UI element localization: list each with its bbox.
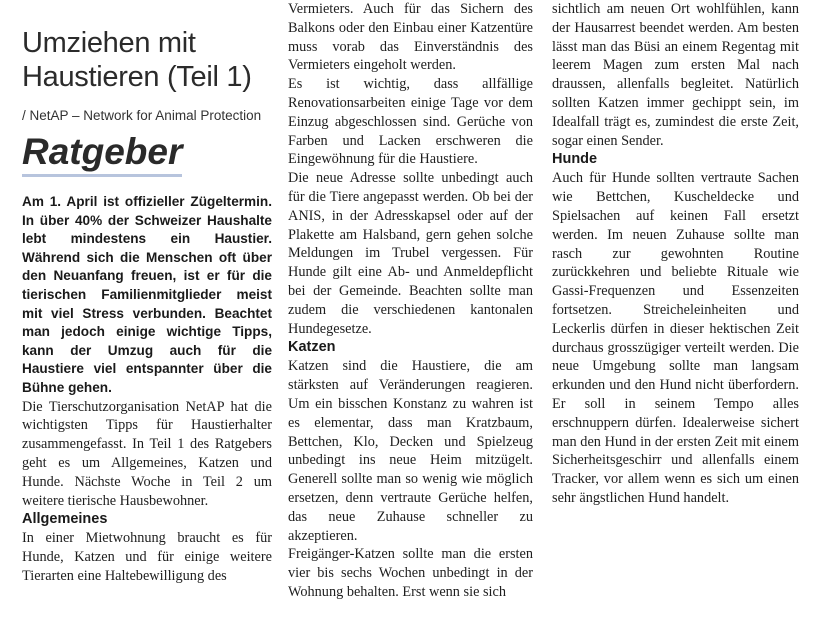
article-title-line-2: Haustieren (Teil 1)	[22, 61, 252, 93]
article-source: / NetAP – Network for Animal Protection	[22, 108, 262, 123]
article-title	[22, 26, 272, 94]
allgemeines-paragraph-3: Die neue Adresse sollte unbedingt auch für die Tiere angepasst werden. Ob bei der ANIS, in der Adresskapsel oder auf der Plakette am Halsband, gern gehen solche Meldungen im Trubel vergessen. Für Hunde gilt eine Ab- und Anmeldepflicht bei der Gemeinde. Beachten sollte man zudem die verschiedenen kantonalen Hundegesetze.	[288, 170, 533, 337]
column-2	[288, 0, 533, 602]
section-heading-katzen: Katzen	[288, 339, 336, 356]
column-3	[552, 0, 799, 508]
allgemeines-paragraph-1-continued: Vermieters. Auch für das Sichern des Balkons oder den Einbau einer Katzentüre muss vorab das Einverständnis des Vermieters eingeholt werden.	[288, 1, 533, 74]
allgemeines-paragraph-1: In einer Mietwohnung braucht es für Hunde, Katzen und für einige weitere Tierarten eine Haltebewilligung des	[22, 530, 272, 584]
intro-paragraph: Die Tierschutzorganisation NetAP hat die wichtigsten Tipps für Haustierhalter zusammengefasst. In Teil 1 des Ratgebers geht es um Allgemeines, Katzen und Hunde. Nächste Woche in Teil 2 um weitere tierische Hausbewohner.	[22, 398, 272, 509]
section-heading-hunde: Hunde	[552, 151, 598, 168]
rubric-heading: Ratgeber	[22, 132, 182, 177]
hunde-paragraph-1: Auch für Hunde sollten vertraute Sachen wie Bettchen, Kuscheldecke und Spielsachen auf keinen Fall ersetzt werden. Im neuen Zuhause sollte man rasch zur gewohnten Routine zurückkehren und beliebte Rituale wie Gassi-Frequenzen und Essenzeiten fortsetzen. Streicheleinheiten und Leckerlis dürfen in dieser hektischen Zeit durchaus grosszügiger verteilt werden. Die neue Umgebung sollte man langsam erkunden und den Hund nicht überfordern. Er soll in seinem Tempo alles erschnuppern dürfen. Idealerweise sichert man den Hund in der ersten Zeit mit einem Sicherheitsgeschirr und allenfalls einem Tracker, vor allem wenn es sich um einen sehr ängstlichen Hund handelt.	[552, 170, 799, 506]
katzen-paragraph-1: Katzen sind die Haustiere, die am stärksten auf Veränderungen reagieren. Um ein bisschen Konstanz zu wahren ist es elementar, dass man Kratzbaum, Bettchen, Klo, Decken und Spielzeug unbedingt ins neue Heim mitzügelt. Generell sollte man so wenig wie möglich ersetzen, denn vertraute Gerüche helfen, das neue Zuhause schneller zu akzeptieren.	[288, 358, 533, 544]
article-title-line-1: Umziehen mit	[22, 27, 196, 59]
katzen-paragraph-2: Freigänger-Katzen sollte man die ersten vier bis sechs Wochen unbedingt in der Wohnung behalten. Erst wenn sie sich	[288, 546, 533, 600]
allgemeines-paragraph-2: Es ist wichtig, dass allfällige Renovationsarbeiten einige Tage vor dem Einzug abgeschlossen sind. Gerüche von Farben und Lacken erschweren die Eingewöhnung für die Haustiere.	[288, 76, 533, 168]
column-1	[22, 0, 272, 586]
katzen-paragraph-2-continued: sichtlich am neuen Ort wohlfühlen, kann der Hausarrest beendet werden. Am besten lässt man das Büsi an einem Regentag mit leerem Magen zum ersten Mal nach draussen, allenfalls begleitet. Natürlich sollten Katzen immer gechippt sein, im Idealfall trägt es, zumindest die erste Zeit, sogar einen Sender.	[552, 1, 799, 149]
section-heading-allgemeines: Allgemeines	[22, 511, 108, 528]
article-lead: Am 1. April ist offizieller Zügeltermin. In über 40% der Schweizer Haushalte lebt mindestens ein Haustier. Während sich die Menschen oft über den Neuanfang freuen, ist er für die tierischen Familienmitglieder meist mit viel Stress verbunden. Beachtet man jedoch einige wichtige Tipps, kann der Umzug auch für die Haustiere viel entspannter über die Bühne gehen.	[22, 194, 272, 395]
